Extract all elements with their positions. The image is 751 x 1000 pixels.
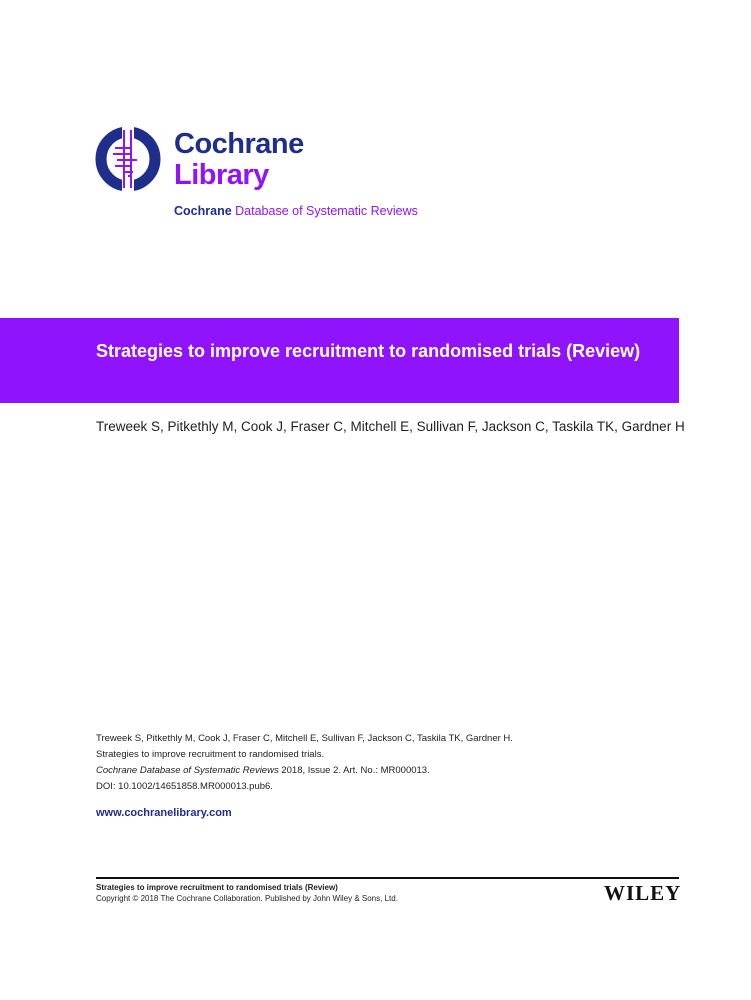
citation-doi: DOI: 10.1002/14651858.MR000013.pub6.	[96, 781, 273, 792]
database-name-bold: Cochrane	[174, 204, 232, 218]
citation-authors: Treweek S, Pitkethly M, Cook J, Fraser C, Mitchell E, Sullivan F, Jackson C, Taskila TK, Gardner H.	[96, 733, 513, 744]
brand-name-cochrane: Cochrane	[174, 128, 304, 160]
database-name-rest: Database of Systematic Reviews	[235, 204, 418, 218]
citation-source	[96, 763, 513, 779]
publisher-logo: WILEY	[604, 881, 682, 905]
website-link[interactable]: www.cochranelibrary.com	[96, 807, 232, 819]
citation-journal: Cochrane Database of Systematic Reviews	[96, 765, 279, 776]
database-name	[174, 203, 418, 219]
review-title: Strategies to improve recruitment to randomised trials (Review)	[96, 341, 641, 361]
cochrane-logo-icon	[95, 126, 161, 192]
footer-divider	[96, 877, 679, 879]
citation-issue: 2018, Issue 2. Art. No.: MR000013.	[281, 765, 430, 776]
brand-name-library: Library	[174, 159, 269, 191]
citation-title: Strategies to improve recruitment to randomised trials.	[96, 749, 325, 760]
footer-copyright: Copyright © 2018 The Cochrane Collaboration. Published by John Wiley & Sons, Ltd.	[96, 894, 398, 903]
citation-block	[96, 731, 513, 795]
footer-title: Strategies to improve recruitment to randomised trials (Review)	[96, 883, 338, 892]
author-list: Treweek S, Pitkethly M, Cook J, Fraser C, Mitchell E, Sullivan F, Jackson C, Taskila TK, Gardner H	[96, 419, 685, 434]
